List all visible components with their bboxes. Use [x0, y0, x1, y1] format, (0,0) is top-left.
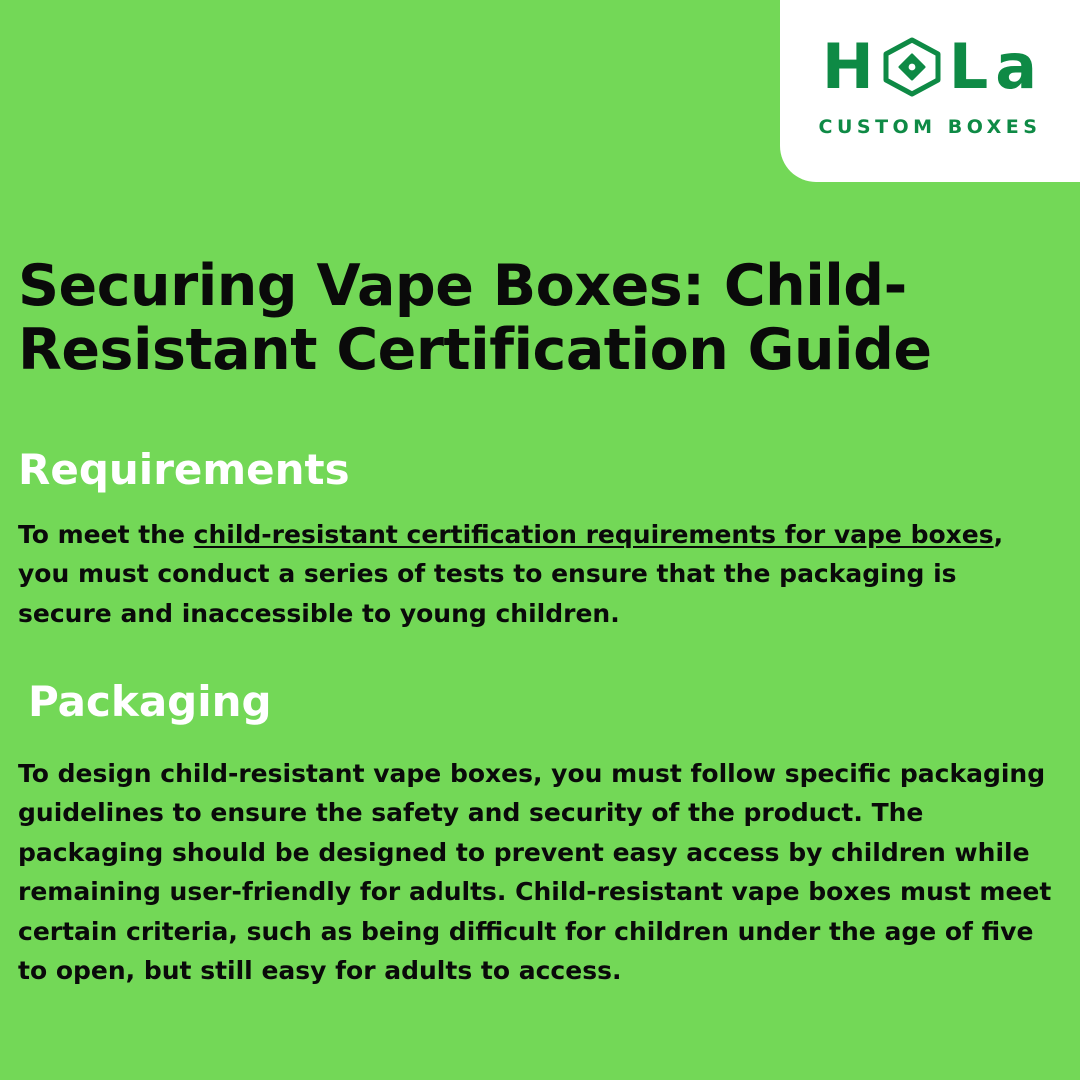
brand-tagline: CUSTOM BOXES: [818, 116, 1042, 138]
section-paragraph-requirements: [18, 515, 1058, 634]
page-title: Securing Vape Boxes: Child-Resistant Certification Guide: [18, 253, 932, 383]
child-resistant-certification-link[interactable]: child-resistant certification requirements for vape boxes: [193, 519, 994, 549]
logo-letter-l: L: [948, 30, 990, 103]
paragraph-text-tail: , you must conduct a series of tests to ensure that the packaging is secure and inaccessible to young children.: [18, 519, 1004, 628]
logo-letter-h: H: [821, 30, 875, 103]
section-title-packaging: Packaging: [28, 677, 272, 727]
brand-logo-card: [780, 0, 1080, 182]
section-title-requirements: Requirements: [18, 444, 350, 494]
cube-diamond-icon: [881, 36, 943, 98]
section-paragraph-packaging: To design child-resistant vape boxes, you must follow specific packaging guidelines to ensure the safety and security of the product. The packaging should be designed to prevent easy access by children while remaining user-friendly for adults. Child-resistant vape boxes must meet certain criteria, such as being difficult for children under the age of five to open, but still easy for adults to access.: [18, 758, 1052, 986]
logo-letter-a: a: [995, 30, 1039, 103]
post-content: [18, 255, 1062, 991]
paragraph-text-lead: To meet the: [18, 519, 194, 549]
brand-wordmark: [822, 32, 1038, 102]
